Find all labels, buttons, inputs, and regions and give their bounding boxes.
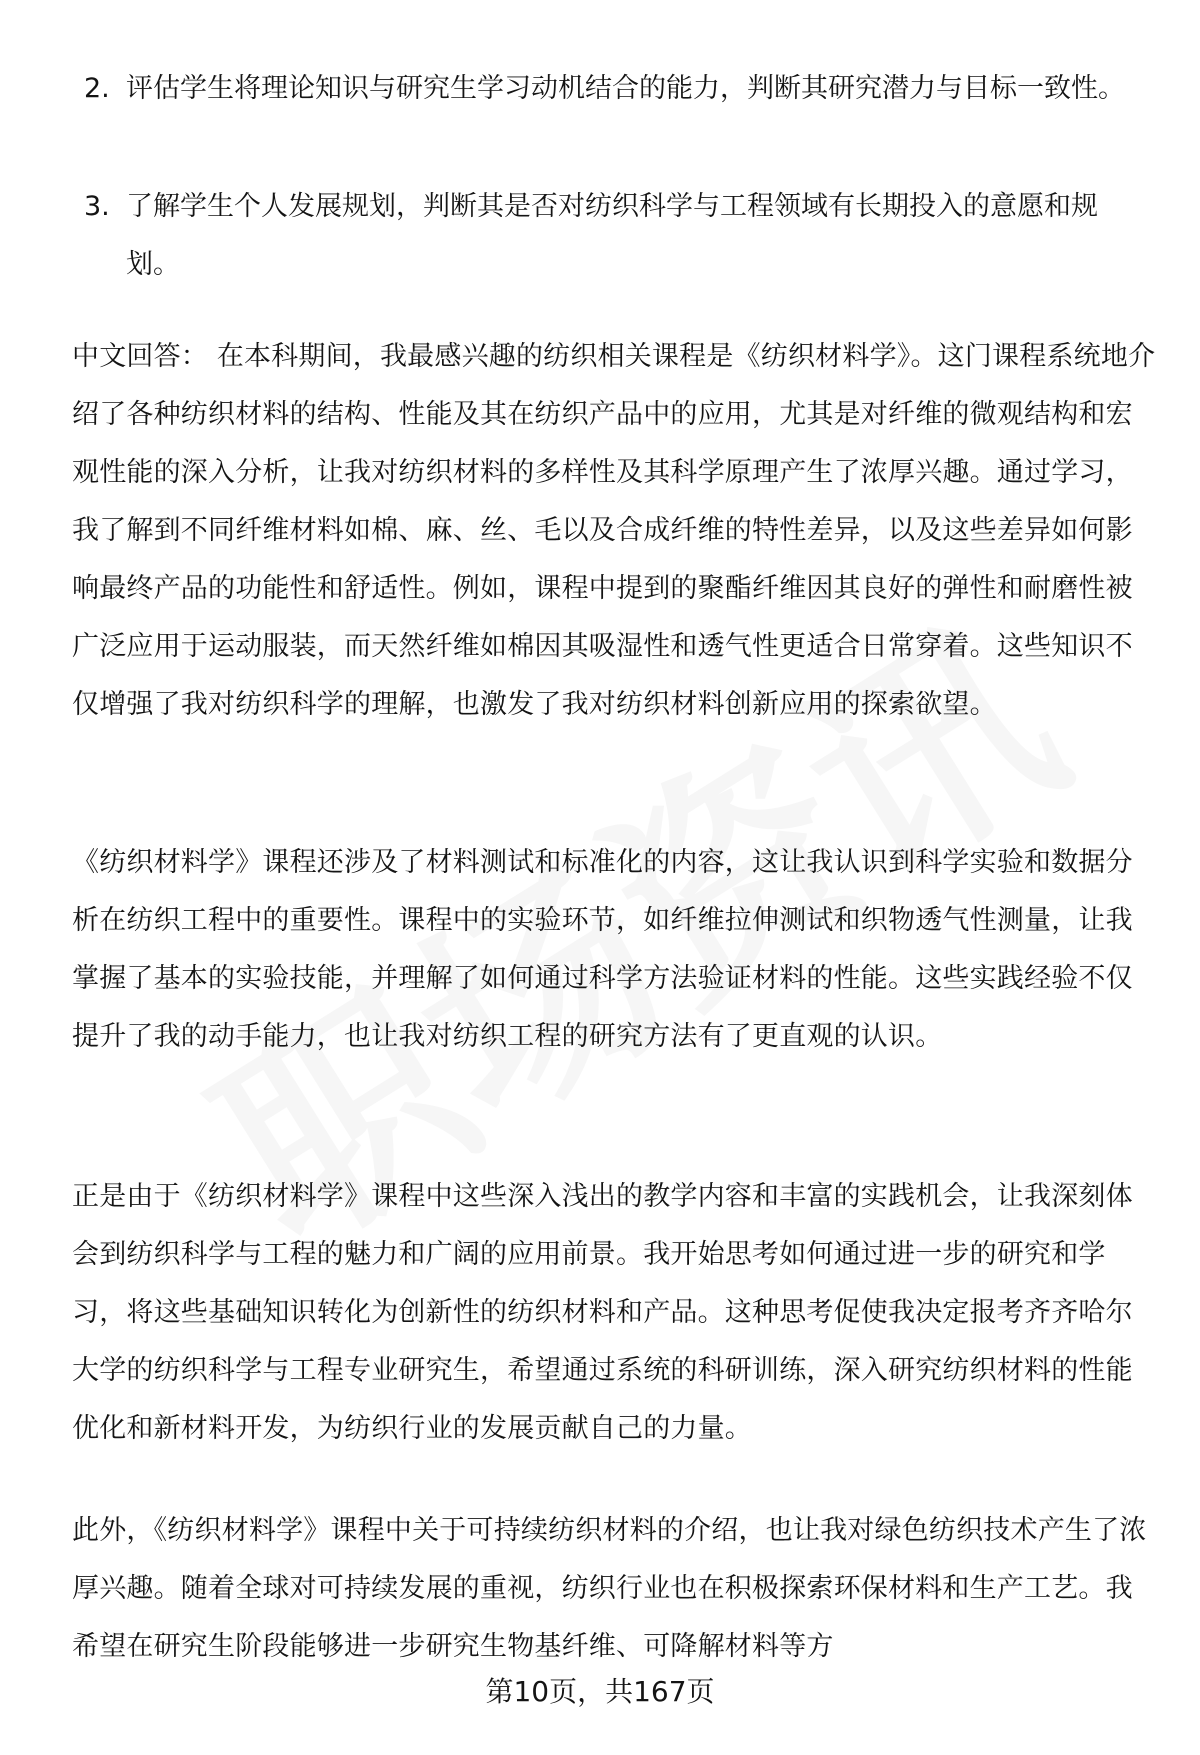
body-paragraph: 正是由于《纺织材料学》课程中这些深入浅出的教学内容和丰富的实践机会，让我深刻体会到纺织科学与工程的魅力和广阔的应用前景。我开始思考如何通过进一步的研究和学习，将这些基础知识转化为创新性的纺织材料和产品。这种思考促使我决定报考齐齐哈尔大学的纺织科学与工程专业研究生，希望通过系统的科研训练，深入研究纺织材料的性能优化和新材料开发，为纺织行业的发展贡献自己的力量。 xyxy=(72,1181,1133,1444)
list-text: 了解学生个人发展规划，判断其是否对纺织科学与工程领域有长期投入的意愿和规划。 xyxy=(126,191,1098,280)
page-footer: 第10页，共167页 xyxy=(485,1675,715,1708)
list-number: 3. xyxy=(84,191,110,222)
numbered-list xyxy=(0,60,1200,296)
body-paragraph: 此外，《纺织材料学》课程中关于可持续纺织材料的介绍，也让我对绿色纺织技术产生了浓厚兴趣。随着全球对可持续发展的重视，纺织行业也在积极探索环保材料和生产工艺。我希望在研究生阶段能够进一步研究生物基纤维、可降解材料等方 xyxy=(72,1515,1147,1662)
list-item xyxy=(0,60,1200,178)
list-number: 2. xyxy=(84,73,110,104)
list-item xyxy=(0,178,1200,296)
list-text: 评估学生将理论知识与研究生学习动机结合的能力，判断其研究潜力与目标一致性。 xyxy=(126,73,1125,104)
answer-paragraph: 中文回答： 在本科期间，我最感兴趣的纺织相关课程是《纺织材料学》。这门课程系统地介绍了各种纺织材料的结构、性能及其在纺织产品中的应用，尤其是对纤维的微观结构和宏观性能的深入分析，让我对纺织材料的多样性及其科学原理产生了浓厚兴趣。通过学习，我了解到不同纤维材料如棉、麻、丝、毛以及合成纤维的特性差异，以及这些差异如何影响最终产品的功能性和舒适性。例如，课程中提到的聚酯纤维因其良好的弹性和耐磨性被广泛应用于运动服装，而天然纤维如棉因其吸湿性和透气性更适合日常穿着。这些知识不仅增强了我对纺织科学的理解，也激发了我对纺织材料创新应用的探索欲望。 xyxy=(72,341,1156,720)
body-paragraph: 《纺织材料学》课程还涉及了材料测试和标准化的内容，这让我认识到科学实验和数据分析在纺织工程中的重要性。课程中的实验环节，如纤维拉伸测试和织物透气性测量，让我掌握了基本的实验技能，并理解了如何通过科学方法验证材料的性能。这些实践经验不仅提升了我的动手能力，也让我对纺织工程的研究方法有了更直观的认识。 xyxy=(72,847,1133,1052)
